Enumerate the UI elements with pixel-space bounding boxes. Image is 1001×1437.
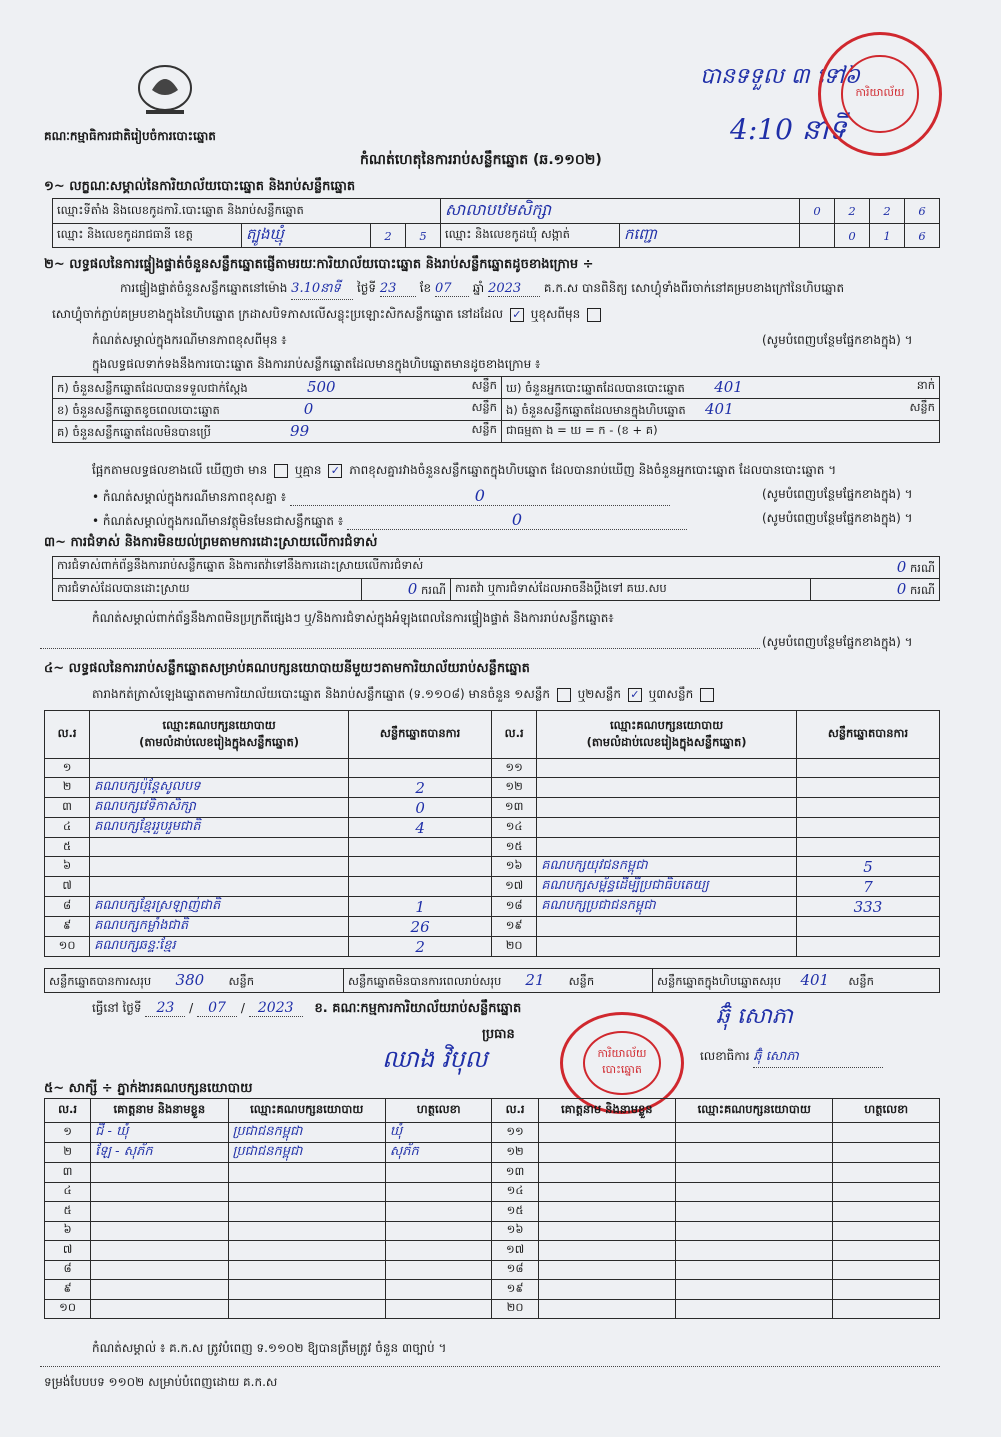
fill-hint: (សូមបំពេញបន្ថែមផ្នែកខាងក្នុង) ។ xyxy=(762,511,913,525)
row-number: ១៣ xyxy=(492,1163,538,1183)
unused-row: គ) ចំនួនសន្លឹកឆ្នោតដែលមិនបានប្រើ 99 សន្លឹក xyxy=(53,421,502,443)
table-row xyxy=(45,798,940,818)
box-total: សន្លឹកឆ្នោតក្នុងហិបឆ្នោតសរុប 401 សន្លឹក xyxy=(653,969,940,993)
section-3-title: ៣~ ការជំទាស់ និងការមិនយល់ព្រមតាមការដោះស្រាយលើការជំទាស់ xyxy=(44,535,378,550)
formula: ជាធម្មតា ង = ឃ = ក - (ខ + គ) xyxy=(502,421,940,443)
section-5-title: ៥~ សាក្សី ÷ ភ្នាក់ងារគណបក្សនយោបាយ xyxy=(44,1081,253,1096)
witness-name xyxy=(538,1163,675,1183)
witness-signature xyxy=(385,1163,492,1183)
row-number: ១៦ xyxy=(492,857,537,877)
party-name xyxy=(537,917,797,937)
witness-party xyxy=(228,1260,385,1280)
vote-count: 333 xyxy=(796,897,939,917)
party-name: គណបក្សឆន្ទៈខ្មែរ xyxy=(90,937,349,957)
witness-name: ឡែ - សុភ័ក xyxy=(91,1143,228,1163)
vote-count: 5 xyxy=(796,857,939,877)
vote-count xyxy=(796,937,939,957)
row-number: ៦ xyxy=(45,857,90,877)
witness-signature xyxy=(385,1221,492,1241)
party-name xyxy=(90,838,349,857)
voters-row: ឃ) ចំនួនអ្នកបោះឆ្នោតដែលបានបោះឆ្នោត 401 នាក់ xyxy=(502,377,940,399)
witness-signature xyxy=(833,1202,940,1222)
commune-value: កញ្ជោ xyxy=(620,224,800,248)
row-number: ១២ xyxy=(492,778,537,798)
party-name: គណបក្សវេទិកាសិក្សា xyxy=(90,798,349,818)
row-number: ២០ xyxy=(492,937,537,957)
section-4-title: ៤~ លទ្ធផលនៃការរាប់សន្លឹកឆ្នោតសម្រាប់គណបក្សនយោបាយនីមួយៗតាមការិយាល័យរាប់សន្លឹកឆ្នោត xyxy=(44,661,530,676)
row-number: ១៤ xyxy=(492,818,537,838)
witness-signature xyxy=(833,1299,940,1319)
row-number: ៣ xyxy=(45,1163,91,1183)
vote-count xyxy=(349,838,492,857)
table-row xyxy=(45,917,940,937)
witness-name xyxy=(538,1260,675,1280)
secretary-signature: ឆ៊ុំ សោភា xyxy=(716,1004,793,1029)
witness-party xyxy=(228,1280,385,1300)
party-name xyxy=(537,937,797,957)
party-name: គណបក្សសម្ព័ន្ធដើម្បីប្រជាធិបតេយ្យ xyxy=(537,877,797,897)
witness-name xyxy=(538,1280,675,1300)
form-footer: ទម្រង់បែបបទ ១១០២ សម្រាប់បំពេញដោយ គ.ក.ស xyxy=(44,1375,278,1389)
vote-count: 26 xyxy=(349,917,492,937)
table-row xyxy=(45,838,940,857)
witness-party xyxy=(675,1123,832,1143)
difference-remark: • កំណត់សម្គាល់ក្នុងករណីមានភាពខុសគ្នា ៖ 0 xyxy=(92,486,670,507)
vote-count xyxy=(796,798,939,818)
witness-name xyxy=(91,1221,228,1241)
vote-count: 2 xyxy=(349,937,492,957)
witness-name xyxy=(91,1299,228,1319)
row-number: ៧ xyxy=(45,1241,91,1261)
table-row xyxy=(45,1202,940,1222)
witness-party xyxy=(675,1163,832,1183)
spoiled-row: ខ) ចំនួនសន្លឹកឆ្នោតខូចពេលបោះឆ្នោត 0 សន្លឹក xyxy=(53,399,502,421)
vote-count xyxy=(796,838,939,857)
row-number: ១៨ xyxy=(492,897,537,917)
row-number: ១០ xyxy=(45,1299,91,1319)
code-digit: 6 xyxy=(905,199,940,224)
party-name xyxy=(537,778,797,798)
witness-signature xyxy=(833,1143,940,1163)
table-row xyxy=(45,877,940,897)
witness-name: ជី - ឃុំ xyxy=(91,1123,228,1143)
party-name: គណបក្សខ្មែរស្រឡាញ់ជាតិ xyxy=(90,897,349,917)
form-title: កំណត់ហេតុនៃការរាប់សន្លឹកឆ្នោត (ឆ.១១០២) xyxy=(360,152,602,168)
row-number: ៩ xyxy=(45,917,90,937)
table-row xyxy=(45,857,940,877)
one-sheet-checkbox xyxy=(557,688,571,702)
foreign-object-remark: • កំណត់សម្គាល់ក្នុងករណីមានវត្ថុមិនមែនជាសន្លឹកឆ្នោត ៖ 0 xyxy=(92,510,687,531)
party-name: គណបក្សខ្មែររួបរួមជាតិ xyxy=(90,818,349,838)
party-name: គណបក្សយុវជនកម្ពុជា xyxy=(537,857,797,877)
witness-party xyxy=(228,1182,385,1202)
code-digit: 2 xyxy=(870,199,905,224)
witness-name xyxy=(538,1241,675,1261)
chair-signature: ឈាង វិបុល xyxy=(382,1045,488,1073)
vote-count xyxy=(349,877,492,897)
valid-total: សន្លឹកឆ្នោតបានការសរុប 380 សន្លឹក xyxy=(45,969,344,993)
code-digit: 1 xyxy=(870,224,905,248)
code-digit: 2 xyxy=(371,224,406,248)
party-results-table: ល.រ ឈ្មោះគណបក្សនយោបាយ (តាមលំដាប់លេខរៀងក្នុងសន្លឹកឆ្នោត) សន្លឹកឆ្នោតបានការ ល.រ ឈ្មោះគណបក្សនយោបាយ (តាមលំដាប់លេខរៀងក្នុងសន្លឹកឆ្នោត) សន្លឹកឆ្នោតបានការ ១ ១១ ២ គណបក្សប៉ុន្តែសូលបទ 2 ១២ ៣ គណបក្សវេទិកាសិក្សា 0 ១៣ ៤ គណបក្សខ្មែររួបរួមជាតិ 4 ១៤ ៥ ១៥ ៦ ១៦ គណបក្សយុវជនកម្ពុជា 5 ៧ ១៧ គណបក្សសម្ព័ន្ធដើម្បីប្រជាធិបតេយ្យ 7 ៨ គណបក្សខ្មែរស្រឡាញ់ជាតិ 1 ១៨ គណបក្សប្រជាជនកម្ពុជា 333 ៩ គណបក្សកម្លាំងជាតិ 26 ១៩ ១០ គណបក្សឆន្ទៈខ្មែរ 2 ២០ xyxy=(44,710,940,957)
witness-signature xyxy=(833,1163,940,1183)
location-table xyxy=(52,198,940,248)
different-checkbox xyxy=(587,308,601,322)
row-number: ១៥ xyxy=(492,1202,538,1222)
witness-signature xyxy=(385,1280,492,1300)
province-value: ត្បូងឃ្មុំ xyxy=(242,224,371,248)
row-number: ២ xyxy=(45,778,90,798)
row-number: ១៥ xyxy=(492,838,537,857)
vote-count: 0 xyxy=(349,798,492,818)
witness-name xyxy=(538,1299,675,1319)
seal-line: សោហ្វុំចាក់ភ្ជាប់គម្របខាងក្នុងនៃហិបឆ្នោត ក្រដាសបិទភាសលើសន្លុះប្រឡោះសិកសន្លឹកឆ្នោត នៅដដែល ✓ ឬខុសពីមុន xyxy=(52,306,604,324)
received-time: 4:10 នាទី xyxy=(730,113,847,146)
witness-party xyxy=(675,1182,832,1202)
two-sheets-checkbox: ✓ xyxy=(628,688,642,702)
in-box-row: ង) ចំនួនសន្លឹកឆ្នោតដែលមានក្នុងហិបឆ្នោត 401 សន្លឹក xyxy=(502,399,940,421)
date-line: ធ្វើនៅ ថ្ងៃទី 23 / 07 / 2023 ខ. គណៈកម្មការការិយាល័យរាប់សន្លឹកឆ្នោត xyxy=(92,1000,522,1016)
code-digit: 0 xyxy=(800,199,835,224)
party-name: គណបក្សប៉ុន្តែសូលបទ xyxy=(90,778,349,798)
party-name xyxy=(90,857,349,877)
witness-party xyxy=(675,1202,832,1222)
difference-note: កំណត់សម្គាល់ក្នុងករណីមានភាពខុសពីមុន ៖ xyxy=(92,333,287,347)
section-1-title: ១~ លក្ខណៈសម្គាល់នៃការិយាល័យបោះឆ្នោត និងរាប់សន្លឹកឆ្នោត xyxy=(44,179,356,194)
three-sheets-checkbox xyxy=(700,688,714,702)
complaints-table: ការជំទាស់ពាក់ព័ន្ធនឹងការរាប់សន្លឹកឆ្នោត និងការតវ៉ាទៅនឹងការដោះស្រាយលើការជំទាស់ 0 ករណី ការជំទាស់ដែលបានដោះស្រាយ 0 ករណី ការតវ៉ា ឬការជំទាស់ដែលអាចនឹងប្តឹងទៅ គឃ.សប 0 ករណី xyxy=(52,556,940,601)
row-number: ១៣ xyxy=(492,798,537,818)
table-row xyxy=(45,1163,940,1183)
witness-party xyxy=(675,1241,832,1261)
party-name xyxy=(537,838,797,857)
party-name: គណបក្សកម្លាំងជាតិ xyxy=(90,917,349,937)
witness-party xyxy=(675,1260,832,1280)
received-row: ក) ចំនួនសន្លឹកឆ្នោតដែលបានទទួលជាក់ស្តែង 500 សន្លឹក xyxy=(53,377,502,399)
row-number: ១៨ xyxy=(492,1260,538,1280)
emblem-icon xyxy=(132,60,198,124)
row-number: ៥ xyxy=(45,838,90,857)
row-number: ១៤ xyxy=(492,1182,538,1202)
row-number: ១០ xyxy=(45,937,90,957)
table-row xyxy=(45,1280,940,1300)
row-number: ១៩ xyxy=(492,917,537,937)
row-number: ១៦ xyxy=(492,1221,538,1241)
table-row xyxy=(45,937,940,957)
row-number: ១១ xyxy=(492,759,537,778)
witness-party xyxy=(228,1241,385,1261)
witness-name xyxy=(538,1123,675,1143)
vote-count: 4 xyxy=(349,818,492,838)
province-label: ឈ្មោះ និងលេខកូដរាជធានី ខេត្ត xyxy=(53,224,242,248)
table-row xyxy=(45,1182,940,1202)
verification-line: ការផ្ទៀងផ្ទាត់ចំនួនសន្លឹកឆ្នោតនៅម៉ោង 3.10នាទី ថ្ងៃទី 23 ខែ 07 ឆ្នាំ 2023 គ.ក.ស បានពិនិត្យ សោហ្វុំទាំងពីរចាក់នៅគម្របខាងក្រៅនៃហិបឆ្នោត xyxy=(120,280,844,300)
witness-signature xyxy=(833,1280,940,1300)
row-number: ២០ xyxy=(492,1299,538,1319)
vote-count: 2 xyxy=(349,778,492,798)
witness-party: ប្រជាជនកម្ពុជា xyxy=(228,1143,385,1163)
witness-signature xyxy=(385,1260,492,1280)
same-checkbox: ✓ xyxy=(510,308,524,322)
witness-signature xyxy=(833,1260,940,1280)
party-name: គណបក្សប្រជាជនកម្ពុជា xyxy=(537,897,797,917)
witness-signature xyxy=(833,1221,940,1241)
commune-label: ឈ្មោះ និងលេខកូដឃុំ សង្កាត់ xyxy=(441,224,620,248)
fill-hint: (សូមបំពេញបន្ថែមផ្នែកខាងក្នុង) ។ xyxy=(762,333,913,347)
row-number: ៩ xyxy=(45,1280,91,1300)
vote-count xyxy=(796,759,939,778)
vote-count: 7 xyxy=(796,877,939,897)
witness-signature xyxy=(385,1202,492,1222)
vote-count xyxy=(349,759,492,778)
row-number: ៥ xyxy=(45,1202,91,1222)
location-label: ឈ្មោះទីតាំង និងលេខកូដការិ.បោះឆ្នោត និងរាប់សន្លឹកឆ្នោត xyxy=(53,199,441,224)
table-row xyxy=(45,1123,940,1143)
witness-signature xyxy=(385,1299,492,1319)
witness-name xyxy=(538,1182,675,1202)
party-name xyxy=(537,759,797,778)
witness-signature xyxy=(833,1123,940,1143)
vote-count xyxy=(796,778,939,798)
resolved-row: ការជំទាស់ដែលបានដោះស្រាយ xyxy=(53,579,362,601)
official-seal-top: ការិយាល័យ xyxy=(818,32,942,156)
difference-line: ផ្អែកតាមលទ្ធផលខាងលើ ឃើញថា មាន ឬគ្មាន ✓ ភាពខុសគ្នារវាងចំនួនសន្លឹកឆ្នោតក្នុងហិបឆ្នោត ដែលបានរាប់ឃើញ និងចំនួនអ្នកបោះឆ្នោត ដែលបានបោះឆ្នោត ។ xyxy=(92,463,837,477)
row-number: ១ xyxy=(45,759,90,778)
remark: កំណត់សម្គាល់ ៖ គ.ក.ស ត្រូវបំពេញ ទ.១១០២ ឱ្យបានត្រឹមត្រូវ ចំនួន ៣ច្បាប់ ។ xyxy=(92,1341,447,1355)
witness-party xyxy=(675,1143,832,1163)
row-number: ៤ xyxy=(45,818,90,838)
witness-signature: សុភ័ក xyxy=(385,1143,492,1163)
section-2-title: ២~ លទ្ធផលនៃការផ្ទៀងផ្ទាត់ចំនួនសន្លឹកឆ្នោតផ្ញើតាមរយៈការិយាល័យបោះឆ្នោត និងរាប់សន្លឹកឆ្នោតដូចខាងក្រោម ÷ xyxy=(44,257,594,272)
chair-title: ប្រធាន xyxy=(482,1027,515,1042)
secretary-label: លេខាធិការ ឆ៊ុំ សោភា xyxy=(700,1048,883,1068)
vote-count xyxy=(796,917,939,937)
row-number: ២ xyxy=(45,1143,91,1163)
invalid-total: សន្លឹកឆ្នោតមិនបានការពេលរាប់សរុប 21 សន្លឹក xyxy=(344,969,653,993)
row-number: ៧ xyxy=(45,877,90,897)
table-row xyxy=(45,778,940,798)
code-digit: 0 xyxy=(835,224,870,248)
vote-count xyxy=(796,818,939,838)
row-number: ៨ xyxy=(45,1260,91,1280)
row-number: ១១ xyxy=(492,1123,538,1143)
fill-hint: (សូមបំពេញបន្ថែមផ្នែកខាងក្នុង) ។ xyxy=(762,635,913,649)
witness-name xyxy=(91,1241,228,1261)
witness-party xyxy=(675,1280,832,1300)
witness-signature xyxy=(833,1241,940,1261)
witness-party xyxy=(228,1299,385,1319)
party-name xyxy=(90,759,349,778)
code-digit: 2 xyxy=(835,199,870,224)
complaint-row: ការជំទាស់ពាក់ព័ន្ធនឹងការរាប់សន្លឹកឆ្នោត និងការតវ៉ាទៅនឹងការដោះស្រាយលើការជំទាស់ 0 ករណី xyxy=(53,557,940,579)
table-row xyxy=(45,759,940,778)
witness-name xyxy=(91,1182,228,1202)
table-row xyxy=(45,1221,940,1241)
witness-party xyxy=(228,1202,385,1222)
witness-table: ល.រ គោត្តនាម និងនាមខ្លួន ឈ្មោះគណបក្សនយោបាយ ហត្ថលេខា ល.រ គោត្តនាម និងនាមខ្លួន ឈ្មោះគណបក្សនយោបាយ ហត្ថលេខា ១ ជី - ឃុំ ប្រជាជនកម្ពុជា ឃុំ ១១ ២ ឡែ - សុភ័ក ប្រជាជនកម្ពុជា សុភ័ក ១២ ៣ ១៣ ៤ ១៤ ៥ ១៥ ៦ ១៦ ៧ ១៧ ៨ ១៨ ៩ ១៩ ១០ ២០ xyxy=(44,1098,940,1319)
ballot-counts-table xyxy=(52,376,940,443)
witness-name xyxy=(91,1163,228,1183)
table-row xyxy=(45,818,940,838)
witness-party xyxy=(675,1299,832,1319)
row-number: ១២ xyxy=(492,1143,538,1163)
row-number: ៣ xyxy=(45,798,90,818)
code-digit: 5 xyxy=(406,224,441,248)
witness-name xyxy=(538,1221,675,1241)
vote-count xyxy=(349,857,492,877)
row-number: ១៩ xyxy=(492,1280,538,1300)
row-number: ១៧ xyxy=(492,877,537,897)
party-name xyxy=(537,818,797,838)
appeal-row: ការតវ៉ា ឬការជំទាស់ដែលអាចនឹងប្តឹងទៅ គឃ.សប xyxy=(451,579,811,601)
witness-name xyxy=(91,1202,228,1222)
witness-name xyxy=(91,1260,228,1280)
location-value: សាលាបឋមសិក្សា xyxy=(441,199,800,224)
has-difference-checkbox xyxy=(274,464,288,478)
received-note: បានទទួល ៣ ទៅ៦ xyxy=(700,64,861,89)
witness-party xyxy=(228,1221,385,1241)
party-name xyxy=(90,877,349,897)
witness-party: ប្រជាជនកម្ពុជា xyxy=(228,1123,385,1143)
table-row xyxy=(45,1143,940,1163)
witness-name xyxy=(91,1280,228,1300)
witness-party xyxy=(228,1163,385,1183)
irregularity-note: កំណត់សម្គាល់ពាក់ព័ន្ធនឹងភាពមិនប្រក្រតីផ្សេងៗ ឬ/និងការជំទាស់ក្នុងអំឡុងពេលនៃការផ្ទៀងផ្ទាត់ និងការរាប់សន្លឹកឆ្នោត៖ xyxy=(92,611,614,625)
totals-table xyxy=(44,968,940,993)
witness-party xyxy=(675,1221,832,1241)
vote-count: 1 xyxy=(349,897,492,917)
witness-signature: ឃុំ xyxy=(385,1123,492,1143)
row-number: ១៧ xyxy=(492,1241,538,1261)
row-number: ៨ xyxy=(45,897,90,917)
official-seal-bottom: ការិយាល័យបោះឆ្នោត xyxy=(560,1012,684,1114)
fill-hint: (សូមបំពេញបន្ថែមផ្នែកខាងក្នុង) ។ xyxy=(762,487,913,501)
table-row xyxy=(45,897,940,917)
row-number: ១ xyxy=(45,1123,91,1143)
table-row xyxy=(45,1241,940,1261)
results-intro: ក្នុងលទ្ធផលទាក់ទងនឹងការបោះឆ្នោត និងការរាប់សន្លឹកឆ្នោតដែលមានក្នុងហិបឆ្នោតមានដូចខាងក្រោម ៖ xyxy=(92,357,541,371)
table-row xyxy=(45,1260,940,1280)
witness-signature xyxy=(833,1182,940,1202)
no-difference-checkbox: ✓ xyxy=(328,464,342,478)
witness-name xyxy=(538,1202,675,1222)
witness-signature xyxy=(385,1182,492,1202)
witness-name xyxy=(538,1143,675,1163)
table-row xyxy=(45,1299,940,1319)
row-number: ៤ xyxy=(45,1182,91,1202)
party-name xyxy=(537,798,797,818)
org-name: គណៈកម្មាធិការជាតិរៀបចំការបោះឆ្នោត xyxy=(44,129,216,143)
row-number: ៦ xyxy=(45,1221,91,1241)
code-digit: 6 xyxy=(905,224,940,248)
tally-sheet-line: តារាងកត់ត្រាសំឡេងឆ្នោតតាមការិយាល័យបោះឆ្នោត និងរាប់សន្លឹកឆ្នោត (ទ.១១០៨) មានចំនួន ១សន្លឹក ឬ២សន្លឹក ✓ ឬ៣សន្លឹក xyxy=(92,686,717,704)
witness-signature xyxy=(385,1241,492,1261)
